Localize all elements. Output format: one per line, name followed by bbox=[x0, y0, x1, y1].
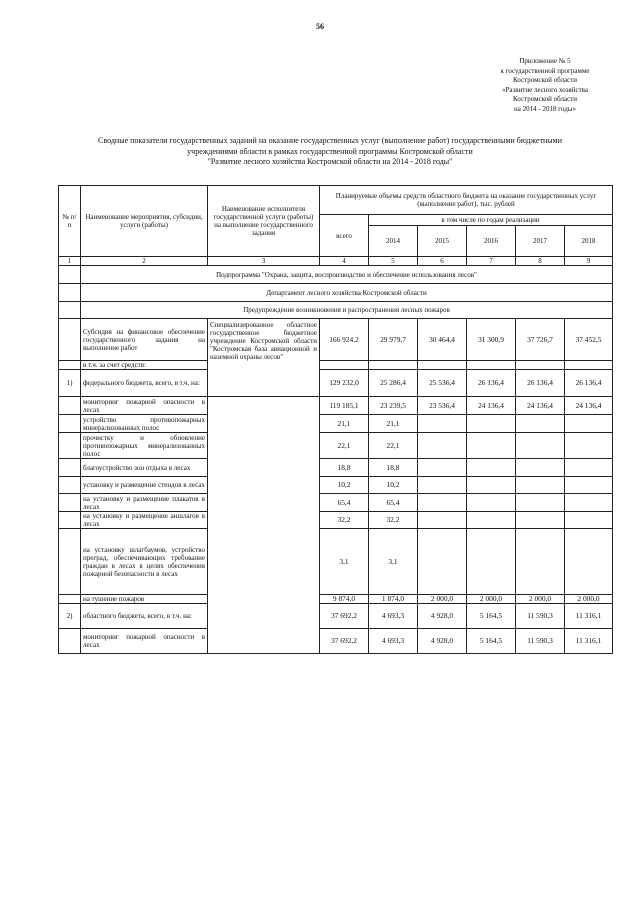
value-2014: 10,2 bbox=[369, 477, 418, 494]
row-num bbox=[59, 529, 81, 595]
row-num bbox=[59, 397, 81, 415]
table-row bbox=[59, 604, 613, 629]
value-2017: 11 590,3 bbox=[516, 604, 565, 629]
table-row bbox=[59, 629, 613, 654]
header-year: 2015 bbox=[418, 226, 467, 257]
blank-executor-cell bbox=[208, 397, 320, 654]
value-2016 bbox=[467, 415, 516, 433]
value-2016: 31 300,9 bbox=[467, 319, 516, 361]
header-total: всего bbox=[320, 215, 369, 257]
row-num bbox=[59, 629, 81, 654]
value-2016: 5 164,5 bbox=[467, 629, 516, 654]
value-2017: 24 136,4 bbox=[516, 397, 565, 415]
row-name: на установку шлагбаумов, устройство преград, обеспечивающих требование граждан в лесах в целях обеспечения пожарной безопасности в лесах bbox=[81, 529, 208, 595]
row-num bbox=[59, 477, 81, 494]
value-2015 bbox=[418, 433, 467, 459]
value-2017: 2 000,0 bbox=[516, 595, 565, 604]
value-2016 bbox=[467, 494, 516, 512]
table-row bbox=[59, 477, 613, 494]
value-2014: 21,1 bbox=[369, 415, 418, 433]
value-2014: 25 286,4 bbox=[369, 370, 418, 397]
header-num: № п/п bbox=[59, 186, 81, 257]
col-number: 7 bbox=[467, 257, 516, 266]
executor-cell: Специализированное областное государственное бюджетное учреждение Костромской области "Костромская база авиационной и наземной охраны лесов" bbox=[208, 319, 320, 397]
row-num bbox=[59, 595, 81, 604]
table-row bbox=[59, 370, 613, 397]
value-total: 22,1 bbox=[320, 433, 369, 459]
value-2017 bbox=[516, 433, 565, 459]
row-num bbox=[59, 319, 81, 361]
blank-cell bbox=[59, 266, 81, 284]
value-2015: 2 000,0 bbox=[418, 595, 467, 604]
row-name: на установку и размещение плакатов в лесах bbox=[81, 494, 208, 512]
value-total: 3,1 bbox=[320, 529, 369, 595]
table-row bbox=[59, 415, 613, 433]
value-2017 bbox=[516, 361, 565, 370]
value-2014 bbox=[369, 361, 418, 370]
value-2014: 4 693,3 bbox=[369, 604, 418, 629]
row-name: Субсидия на финансовое обеспечение государственного задания на выполнение работ bbox=[81, 319, 208, 361]
appendix-note bbox=[470, 57, 620, 114]
value-total: 9 874,0 bbox=[320, 595, 369, 604]
value-2014: 65,4 bbox=[369, 494, 418, 512]
value-2016: 26 136,4 bbox=[467, 370, 516, 397]
value-2015: 23 536,4 bbox=[418, 397, 467, 415]
value-2016 bbox=[467, 361, 516, 370]
col-number: 2 bbox=[81, 257, 208, 266]
row-num bbox=[59, 361, 81, 370]
row-num bbox=[59, 415, 81, 433]
value-2016 bbox=[467, 529, 516, 595]
value-2014: 23 239,5 bbox=[369, 397, 418, 415]
value-2016: 2 000,0 bbox=[467, 595, 516, 604]
header-year: 2018 bbox=[565, 226, 613, 257]
header-year: 2014 bbox=[369, 226, 418, 257]
blank-cell bbox=[59, 284, 81, 302]
value-total bbox=[320, 361, 369, 370]
value-2017: 11 590,3 bbox=[516, 629, 565, 654]
title-line: "Развитие лесного хозяйства Костромской области на 2014 - 2018 годы" bbox=[207, 157, 453, 166]
value-total: 129 232,0 bbox=[320, 370, 369, 397]
appendix-line: Костромской области bbox=[512, 76, 578, 84]
value-total: 10,2 bbox=[320, 477, 369, 494]
value-2018: 2 000,0 bbox=[565, 595, 613, 604]
value-2014: 18,8 bbox=[369, 459, 418, 477]
title-line: Сводные показатели государственных заданий на оказание государственных услуг (выполнение работ) государственными бюджетными bbox=[98, 136, 562, 145]
value-2018: 11 316,1 bbox=[565, 604, 613, 629]
department-heading: Департамент лесного хозяйства Костромской области bbox=[81, 284, 613, 302]
value-2017: 37 726,7 bbox=[516, 319, 565, 361]
col-number: 5 bbox=[369, 257, 418, 266]
table-row bbox=[59, 512, 613, 529]
row-name: на тушение пожаров bbox=[81, 595, 208, 604]
table-row bbox=[59, 319, 613, 361]
value-2018: 37 452,5 bbox=[565, 319, 613, 361]
value-2015 bbox=[418, 361, 467, 370]
value-2014: 3,1 bbox=[369, 529, 418, 595]
value-2015 bbox=[418, 477, 467, 494]
value-2015: 30 464,4 bbox=[418, 319, 467, 361]
value-2014: 22,1 bbox=[369, 433, 418, 459]
row-num: 1) bbox=[59, 370, 81, 397]
table-row bbox=[59, 494, 613, 512]
col-number: 1 bbox=[59, 257, 81, 266]
value-2018 bbox=[565, 529, 613, 595]
document-title bbox=[60, 136, 600, 168]
value-2018 bbox=[565, 361, 613, 370]
row-name: в т.ч. за счет средств: bbox=[81, 361, 208, 370]
value-2014: 29 979,7 bbox=[369, 319, 418, 361]
value-total: 21,1 bbox=[320, 415, 369, 433]
value-total: 32,2 bbox=[320, 512, 369, 529]
value-total: 65,4 bbox=[320, 494, 369, 512]
row-name: федерального бюджета, всего, в т.ч. на: bbox=[81, 370, 208, 397]
value-2017 bbox=[516, 477, 565, 494]
table-row bbox=[59, 459, 613, 477]
value-2015: 4 928,0 bbox=[418, 604, 467, 629]
value-2018: 11 316,1 bbox=[565, 629, 613, 654]
blank-cell bbox=[59, 302, 81, 319]
value-total: 18,8 bbox=[320, 459, 369, 477]
column-numbers-row bbox=[59, 257, 613, 266]
value-2016: 24 136,4 bbox=[467, 397, 516, 415]
indicators-table bbox=[58, 185, 613, 654]
row-num: 2) bbox=[59, 604, 81, 629]
value-2018 bbox=[565, 415, 613, 433]
page-number: 56 bbox=[316, 22, 324, 31]
table-row bbox=[59, 529, 613, 595]
value-2017 bbox=[516, 512, 565, 529]
value-2015: 25 536,4 bbox=[418, 370, 467, 397]
value-total: 119 185,1 bbox=[320, 397, 369, 415]
value-2015 bbox=[418, 459, 467, 477]
value-2017 bbox=[516, 459, 565, 477]
row-name: прочистку и обновление противопожарных минерализованных полос bbox=[81, 433, 208, 459]
appendix-line: «Развитие лесного хозяйства bbox=[501, 85, 588, 94]
row-name: устройство противопожарных минерализованных полос bbox=[81, 415, 208, 433]
header-planned: Планируемые объемы средств областного бюджета на оказание государственных услуг (выполнение работ), тыс. рублей bbox=[320, 186, 613, 215]
appendix-line: к государственной программе bbox=[500, 66, 590, 75]
value-2018 bbox=[565, 494, 613, 512]
col-number: 9 bbox=[565, 257, 613, 266]
row-name: областного бюджета, всего, в т.ч. на: bbox=[81, 604, 208, 629]
section-heading: Предупреждение возникновения и распространения лесных пожаров bbox=[81, 302, 613, 319]
subprogram-heading: Подпрограмма "Охрана, защита, воспроизводство и обеспечение использования лесов" bbox=[81, 266, 613, 284]
appendix-line: Приложение № 5 bbox=[519, 57, 571, 65]
value-2018 bbox=[565, 477, 613, 494]
appendix-line: на 2014 - 2018 годы» bbox=[514, 104, 576, 113]
col-number: 4 bbox=[320, 257, 369, 266]
value-2014: 4 693,3 bbox=[369, 629, 418, 654]
col-number: 8 bbox=[516, 257, 565, 266]
table-row bbox=[59, 433, 613, 459]
row-num bbox=[59, 494, 81, 512]
row-name: на установку и размещение аншлагов в лесах bbox=[81, 512, 208, 529]
value-total: 166 924,2 bbox=[320, 319, 369, 361]
row-name: благоустройство зон отдыха в лесах bbox=[81, 459, 208, 477]
header-by-years: в том числе по годам реализации bbox=[369, 215, 613, 226]
table-row bbox=[59, 397, 613, 415]
header-year: 2016 bbox=[467, 226, 516, 257]
value-2018: 26 136,4 bbox=[565, 370, 613, 397]
value-2016 bbox=[467, 477, 516, 494]
value-2016 bbox=[467, 433, 516, 459]
value-2018 bbox=[565, 433, 613, 459]
value-2018: 24 136,4 bbox=[565, 397, 613, 415]
value-2016: 5 164,5 bbox=[467, 604, 516, 629]
value-2016 bbox=[467, 512, 516, 529]
table-row bbox=[59, 361, 613, 370]
value-2017 bbox=[516, 415, 565, 433]
value-total: 37 692,2 bbox=[320, 629, 369, 654]
row-num bbox=[59, 433, 81, 459]
row-name: установку и размещение стендов в лесах bbox=[81, 477, 208, 494]
appendix-line: Костромской области bbox=[512, 95, 578, 103]
value-2018 bbox=[565, 459, 613, 477]
value-2017: 26 136,4 bbox=[516, 370, 565, 397]
value-2014: 1 874,0 bbox=[369, 595, 418, 604]
value-total: 37 692,2 bbox=[320, 604, 369, 629]
value-2015 bbox=[418, 494, 467, 512]
value-2015 bbox=[418, 529, 467, 595]
header-name: Наименование мероприятия, субсидии, услуги (работы) bbox=[81, 186, 208, 257]
header-executor: Наименование исполнителя государственной услуги (работы) на выполнение государственного задания bbox=[208, 186, 320, 257]
row-num bbox=[59, 459, 81, 477]
value-2017 bbox=[516, 494, 565, 512]
header-year: 2017 bbox=[516, 226, 565, 257]
value-2016 bbox=[467, 459, 516, 477]
value-2014: 32,2 bbox=[369, 512, 418, 529]
row-num bbox=[59, 512, 81, 529]
value-2018 bbox=[565, 512, 613, 529]
value-2015 bbox=[418, 415, 467, 433]
col-number: 3 bbox=[208, 257, 320, 266]
value-2015: 4 928,0 bbox=[418, 629, 467, 654]
row-name: мониторинг пожарной опасности в лесах bbox=[81, 629, 208, 654]
value-2017 bbox=[516, 529, 565, 595]
table-row bbox=[59, 595, 613, 604]
value-2015 bbox=[418, 512, 467, 529]
title-line: учреждениями области в рамках государственной программы Костромской области bbox=[187, 146, 473, 156]
col-number: 6 bbox=[418, 257, 467, 266]
row-name: мониторинг пожарной опасности в лесах bbox=[81, 397, 208, 415]
